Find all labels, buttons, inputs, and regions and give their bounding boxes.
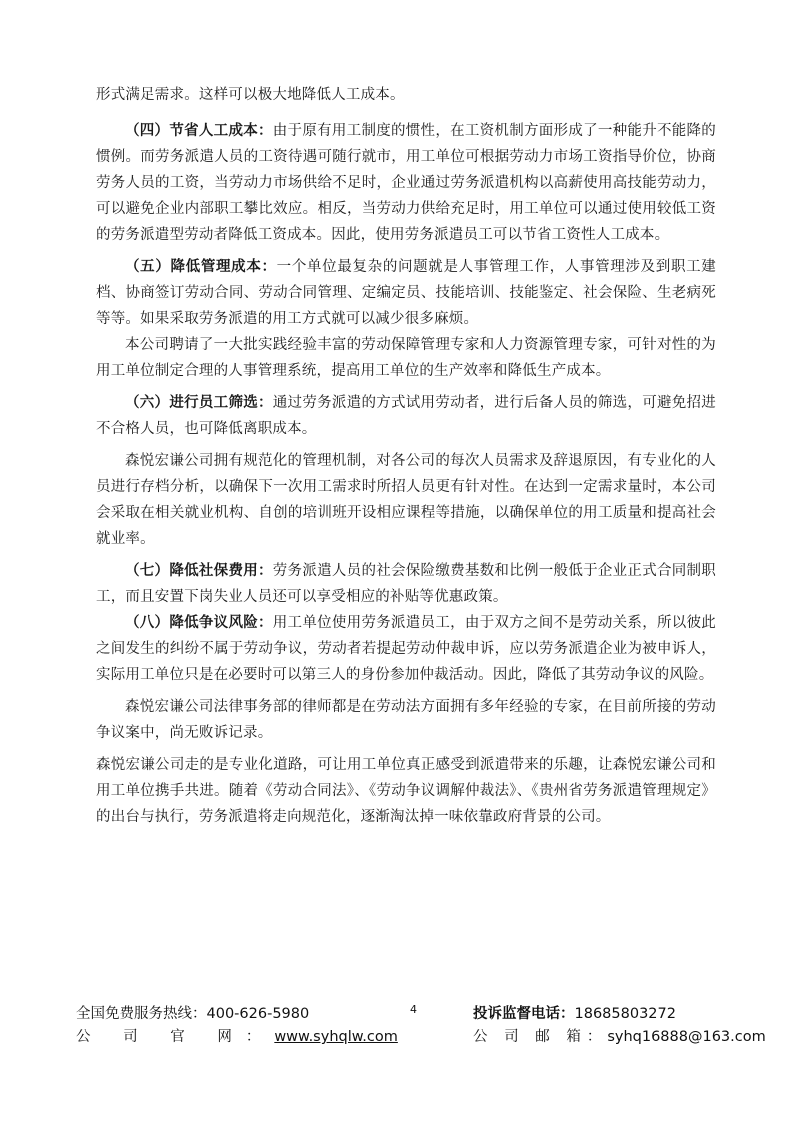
paragraph-text: 森悦宏谦公司拥有规范化的管理机制，对各公司的每次人员需求及辞退原因，有专业化的人员进行存档分析，以确保下一次用工需求时所招人员更有针对性。在达到一定需求量时，本公司会采取在相关就业机构、自创的培训班开设相应课程等措施，以确保单位的用工质量和提高社会就业率。 — [96, 453, 716, 547]
paragraph-save-labor-cost — [96, 118, 716, 248]
paragraph-legal-department — [96, 694, 716, 746]
complaint-line — [473, 1003, 743, 1026]
hotline-label: 全国免费服务热线： — [76, 1006, 207, 1022]
section-heading: （四）节省人工成本： — [125, 123, 273, 139]
document-body — [96, 82, 716, 830]
paragraph-continuation — [96, 82, 716, 108]
email-line — [473, 1026, 766, 1049]
paragraph-text: 用工单位使用劳务派遣员工，由于双方之间不是劳动关系，所以彼此之间发生的纠纷不属于劳动争议，劳动者若提起劳动仲裁申诉，应以劳务派遣企业为被申诉人，实际用工单位只是在必要时可以第三人的身份参加仲裁活动。因此，降低了其劳动争议的风险。 — [96, 615, 717, 683]
paragraph-text: 森悦宏谦公司法律事务部的律师都是在劳动法方面拥有多年经验的专家，在目前所接的劳动争议案中，尚无败诉记录。 — [96, 699, 716, 741]
paragraph-management-mechanism — [96, 448, 716, 552]
section-heading: （六）进行员工筛选： — [125, 395, 273, 411]
paragraph-text: 一个单位最复杂的问题就是人事管理工作，人事管理涉及到职工建档、协商签订劳动合同、劳动合同管理、定编定员、技能培训、技能鉴定、社会保险、生老病死等等。如果采取劳务派遣的用工方式就可以减少很多麻烦。 — [96, 259, 716, 327]
hotline-line — [76, 1003, 406, 1026]
paragraph-social-insurance — [96, 558, 716, 610]
hotline-number: 400-626-5980 — [206, 1006, 310, 1022]
email-label: 公 司 邮 箱： — [473, 1029, 608, 1045]
paragraph-text: 形式满足需求。这样可以极大地降低人工成本。 — [96, 87, 405, 103]
paragraph-text: 通过劳务派遣的方式试用劳动者，进行后备人员的筛选，可避免招进不合格人员，也可降低离职成本。 — [96, 395, 717, 437]
website-link[interactable]: www.syhqlw.com — [274, 1029, 398, 1045]
section-heading: （七）降低社保费用： — [125, 563, 273, 579]
page-footer — [76, 1003, 766, 1053]
complaint-label: 投诉监督电话： — [473, 1006, 575, 1022]
footer-right — [473, 1003, 766, 1049]
section-heading: （五）降低管理成本： — [125, 259, 277, 275]
paragraph-company-experts — [96, 332, 716, 384]
footer-left — [76, 1003, 406, 1049]
complaint-number: 18685803272 — [574, 1006, 676, 1022]
email-address: syhq16888@163.com — [607, 1029, 766, 1045]
paragraph-reduce-management-cost — [96, 254, 716, 332]
paragraph-dispute-risk — [96, 610, 716, 688]
website-line — [76, 1026, 406, 1049]
paragraph-text: 劳务派遣人员的社会保险缴费基数和比例一般低于企业正式合同制职工，而且安置下岗失业人员还可以享受相应的补贴等优惠政策。 — [96, 563, 717, 605]
section-heading: （八）降低争议风险： — [125, 615, 273, 631]
paragraph-text: 森悦宏谦公司走的是专业化道路，可让用工单位真正感受到派遣带来的乐趣，让森悦宏谦公司和用工单位携手共进。随着《劳动合同法》、《劳动争议调解仲裁法》、《贵州省劳务派遣管理规定》的出台与执行，劳务派遣将走向规范化，逐渐淘汰掉一味依靠政府背景的公司。 — [96, 757, 716, 825]
paragraph-text: 本公司聘请了一大批实践经验丰富的劳动保障管理专家和人力资源管理专家，可针对性的为用工单位制定合理的人事管理系统，提高用工单位的生产效率和降低生产成本。 — [96, 337, 716, 379]
paragraph-text: 由于原有用工制度的惯性，在工资机制方面形成了一种能升不能降的惯例。而劳务派遣人员的工资待遇可随行就市，用工单位可根据劳动力市场工资指导价位，协商劳务人员的工资，当劳动力市场供给不足时，企业通过劳务派遣机构以高薪使用高技能劳动力，可以避免企业内部职工攀比效应。相反，当劳动力供给充足时，用工单位可以通过使用较低工资的劳务派遣型劳动者降低工资成本。因此，使用劳务派遣员工可以节省工资性人工成本。 — [96, 123, 717, 243]
paragraph-staff-screening — [96, 390, 716, 442]
page-number: 4 — [410, 1003, 417, 1016]
paragraph-closing — [96, 752, 716, 830]
website-label: 公 司 官 网： — [76, 1029, 275, 1045]
